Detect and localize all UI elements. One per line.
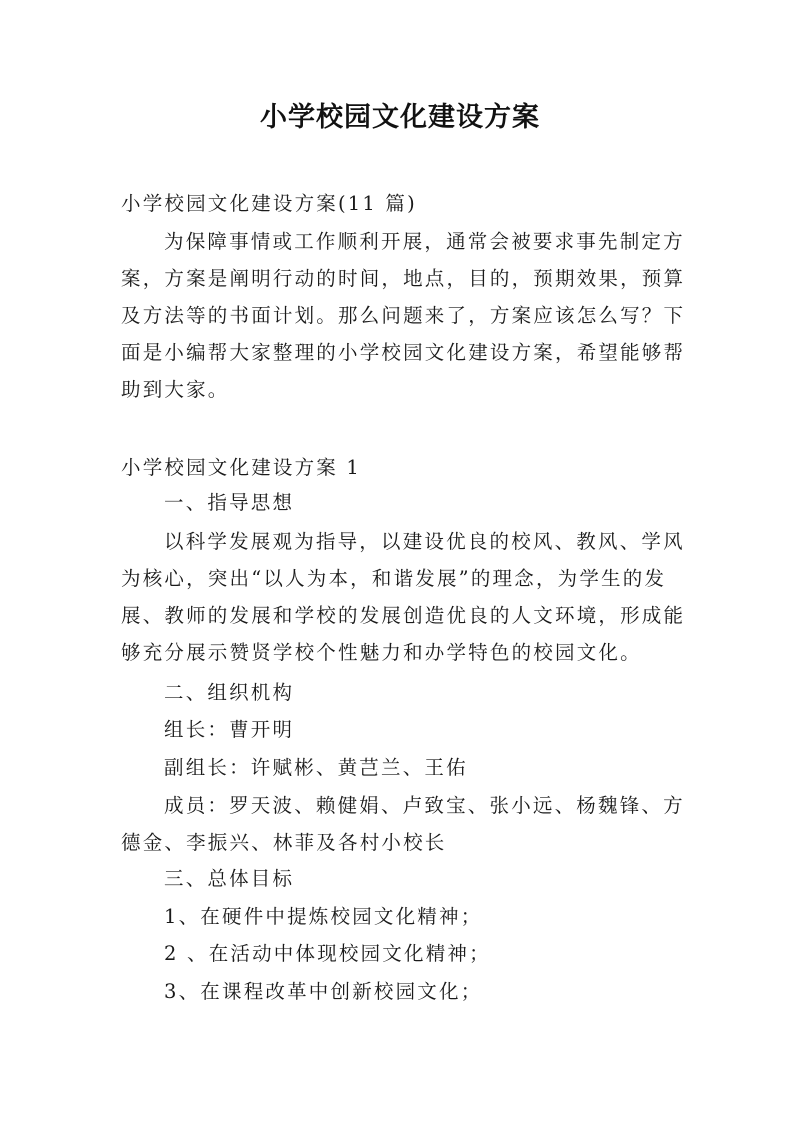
heading-organization: 二、组织机构 xyxy=(164,681,295,704)
intro-line: 案，方案是阐明行动的时间，地点，目的，预期效果，预算 xyxy=(121,267,686,290)
intro-line: 为保障事情或工作顺利开展，通常会被要求事先制定方 xyxy=(164,230,685,253)
intro-paragraph xyxy=(121,223,686,408)
heading-overall-goals: 三、总体目标 xyxy=(164,867,295,890)
intro-line: 助到大家。 xyxy=(121,378,230,401)
members-paragraph xyxy=(121,787,685,861)
goal-item: 2 、在活动中体现校园文化精神； xyxy=(164,942,491,965)
deputy-leader-line: 副组长：许赋彬、黄芑兰、王佑 xyxy=(164,756,468,779)
guiding-paragraph xyxy=(121,523,686,671)
guiding-line: 以科学发展观为指导，以建设优良的校风、教风、学风 xyxy=(164,530,685,553)
members-line: 成员：罗天波、赖健娟、卢致宝、张小远、杨魏锋、方 xyxy=(164,794,685,817)
document-title: 小学校园文化建设方案 xyxy=(260,102,540,133)
goal-item: 1、在硬件中提炼校园文化精神； xyxy=(164,905,483,928)
goal-item: 3、在课程改革中创新校园文化； xyxy=(164,980,483,1003)
document-subtitle: 小学校园文化建设方案(11 篇) xyxy=(121,192,417,215)
leader-line: 组长：曹开明 xyxy=(164,718,295,741)
guiding-line: 展、教师的发展和学校的发展创造优良的人文环境，形成能 xyxy=(121,604,686,627)
heading-guiding-ideology: 一、指导思想 xyxy=(164,491,295,514)
members-line: 德金、李振兴、林菲及各村小校长 xyxy=(121,831,447,854)
intro-line: 及方法等的书面计划。那么问题来了，方案应该怎么写？下 xyxy=(121,304,686,327)
guiding-line: 够充分展示赞贤学校个性魅力和办学特色的校园文化。 xyxy=(121,641,642,664)
guiding-line: 为核心，突出“以人为本，和谐发展”的理念，为学生的发 xyxy=(121,567,667,590)
section-title: 小学校园文化建设方案 1 xyxy=(121,456,362,479)
intro-line: 面是小编帮大家整理的小学校园文化建设方案，希望能够帮 xyxy=(121,341,686,364)
